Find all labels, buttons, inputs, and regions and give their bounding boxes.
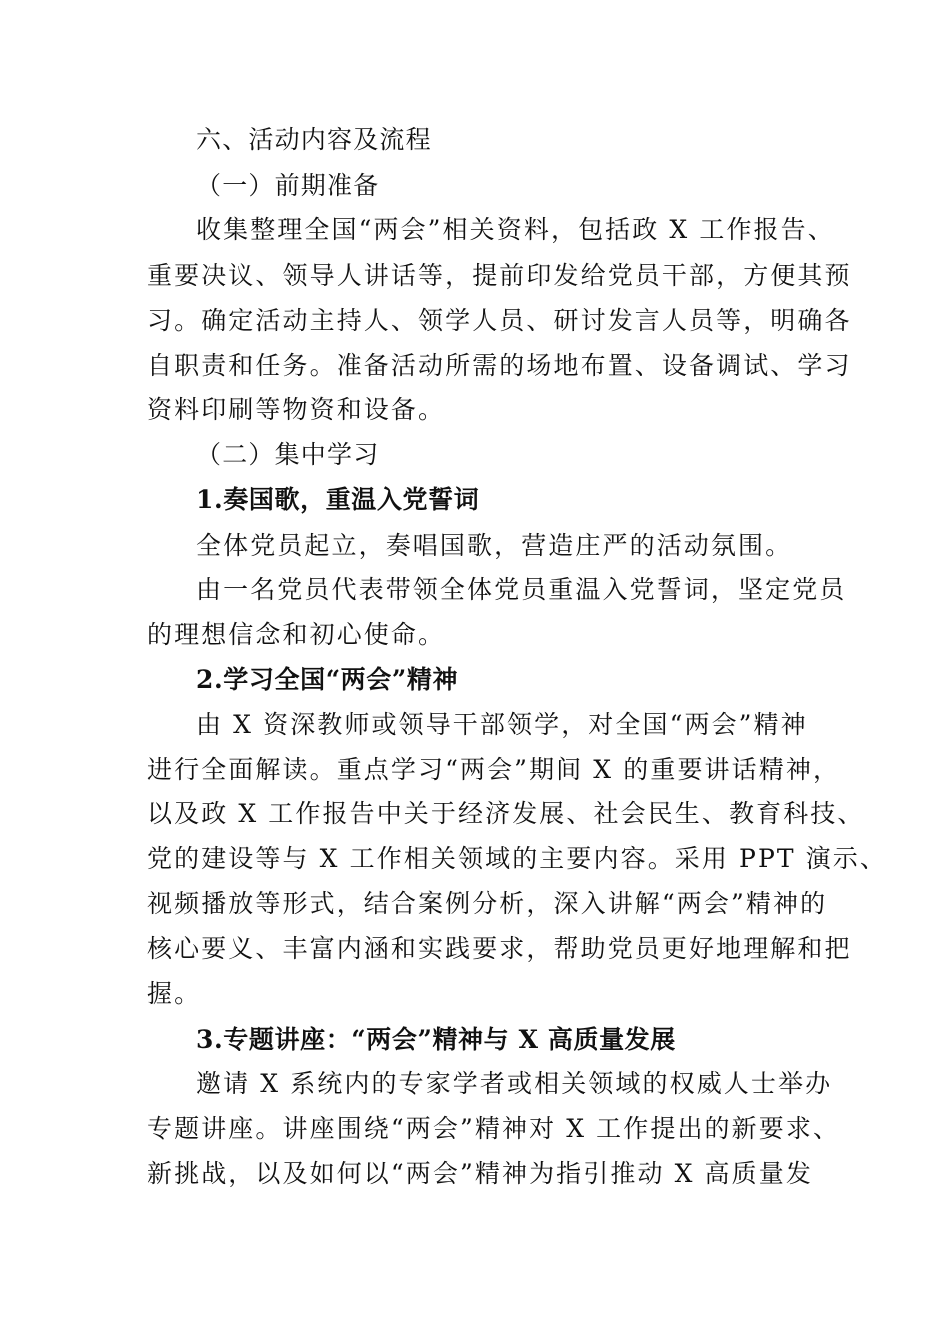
paragraph-preparation-line: 自职责和任务。准备活动所需的场地布置、设备调试、学习	[147, 351, 852, 380]
paragraph-two-sessions-line: 核心要义、丰富内涵和实践要求，帮助党员更好地理解和把	[147, 934, 852, 963]
paragraph-lecture-line: 专题讲座。讲座围绕“两会”精神对 X 工作提出的新要求、	[147, 1114, 841, 1143]
paragraph-two-sessions-line: 党的建设等与 X 工作相关领域的主要内容。采用 PPT 演示、	[147, 844, 888, 873]
paragraph-two-sessions-line: 进行全面解读。重点学习“两会”期间 X 的重要讲话精神，	[147, 755, 841, 784]
paragraph-lecture-line: 新挑战，以及如何以“两会”精神为指引推动 X 高质量发	[147, 1159, 813, 1188]
paragraph-two-sessions-line: 握。	[147, 979, 202, 1008]
paragraph-preparation-line: 资料印刷等物资和设备。	[147, 395, 446, 424]
paragraph-anthem-line: 全体党员起立，奏唱国歌，营造庄严的活动氛围。	[196, 531, 793, 560]
paragraph-preparation-line: 习。确定活动主持人、领学人员、研讨发言人员等，明确各	[147, 306, 852, 335]
section-heading: 六、活动内容及流程	[196, 125, 432, 154]
subsection-heading-study: （二）集中学习	[196, 440, 380, 469]
item-heading-lecture: 3.专题讲座：“两会”精神与 X 高质量发展	[196, 1025, 676, 1054]
item-heading-two-sessions: 2.学习全国“两会”精神	[196, 665, 459, 694]
paragraph-preparation-line: 收集整理全国“两会”相关资料，包括政 X 工作报告、	[196, 215, 835, 244]
paragraph-lecture-line: 邀请 X 系统内的专家学者或相关领域的权威人士举办	[196, 1069, 833, 1098]
paragraph-two-sessions-line: 视频播放等形式，结合案例分析，深入讲解“两会”精神的	[147, 889, 828, 918]
paragraph-two-sessions-line: 由 X 资深教师或领导干部领学，对全国“两会”精神	[196, 710, 808, 739]
paragraph-oath-line: 由一名党员代表带领全体党员重温入党誓词，坚定党员	[196, 575, 847, 604]
paragraph-oath-line: 的理想信念和初心使命。	[147, 620, 446, 649]
paragraph-preparation-line: 重要决议、领导人讲话等，提前印发给党员干部，方便其预	[147, 261, 852, 290]
paragraph-two-sessions-line: 以及政 X 工作报告中关于经济发展、社会民生、教育科技、	[147, 799, 865, 828]
item-heading-anthem-oath: 1.奏国歌，重温入党誓词	[196, 485, 480, 514]
subsection-heading-preparation: （一）前期准备	[196, 171, 380, 200]
